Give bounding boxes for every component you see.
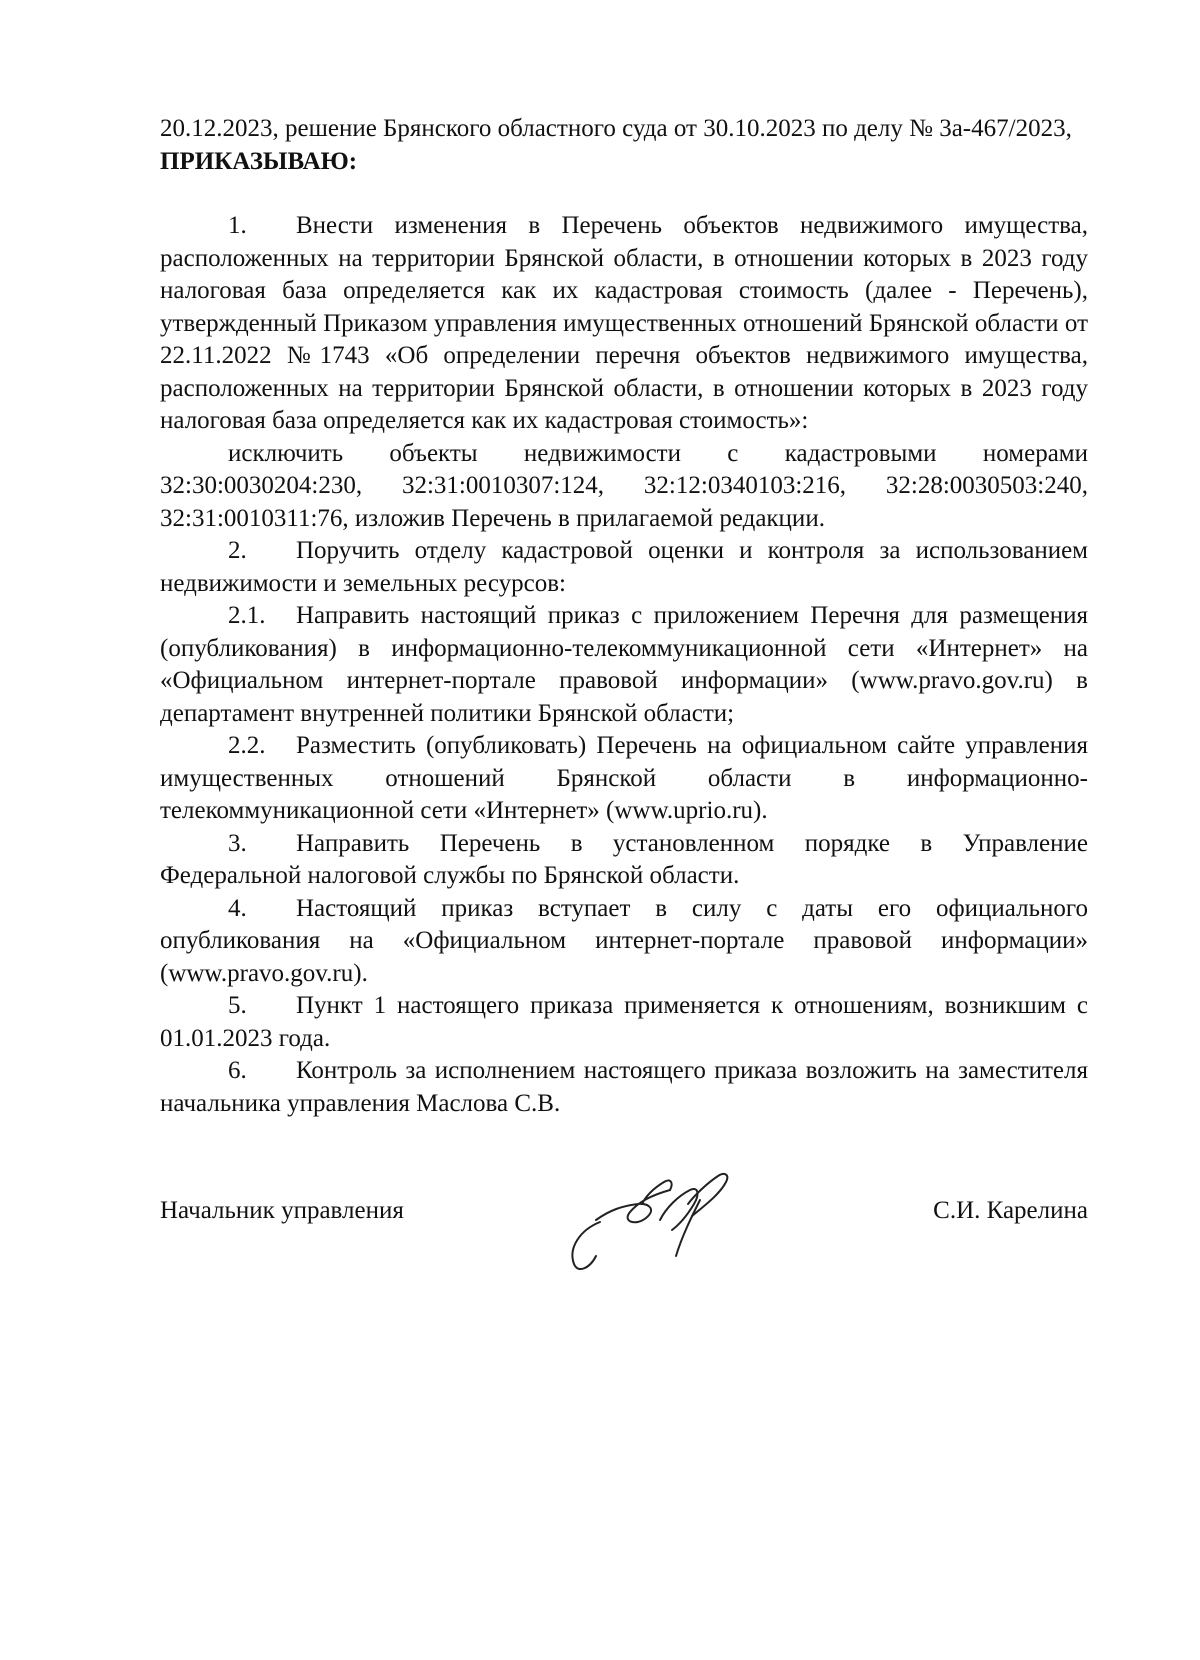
item-1-text: Внести изменения в Перечень объектов недвижимого имущества, расположенных на территории Брянской области, в отношении которых в 2023 году налоговая база определяется как их кадастровая стоимость (далее - Перечень), утвержденный Приказом управления имущественных отношений Брянской области от 22.11.2022 №1743 «Об определении перечня объектов недвижимого имущества, расположенных на территории Брянской области, в отношении которых в 2023 году налоговая база определяется как их кадастровая стоимость»:: [160, 212, 1088, 434]
item-5-number: 5.: [228, 992, 247, 1019]
item-2-2: [160, 730, 1088, 828]
item-2-1-number: 2.1.: [228, 602, 266, 629]
item-2-1-text: Направить настоящий приказ с приложением Перечня для размещения (опубликования) в информационно-телекоммуникационной сети «Интернет» на «Официальном интернет-портале правовой информации» (www.pravo.gov.ru) в департамент внутренней политики Брянской области;: [160, 602, 1088, 727]
item-5-text: Пункт 1 настоящего приказа применяется к отношениям, возникшим с 01.01.2023 года.: [160, 992, 1088, 1052]
item-2-number: 2.: [228, 537, 247, 564]
item-1: [160, 210, 1088, 438]
item-2-2-number: 2.2.: [228, 732, 266, 759]
item-4-number: 4.: [228, 894, 247, 922]
item-2-1: [160, 600, 1088, 730]
item-2-2-text: Разместить (опубликовать) Перечень на официальном сайте управления имущественных отношений Брянской области в информационно-телекоммуникационной сети «Интернет» (www.uprio.ru).: [160, 732, 1088, 824]
item-2: [160, 535, 1088, 600]
item-4: [160, 893, 1088, 991]
spacer: [160, 178, 1088, 210]
item-3-number: 3.: [228, 829, 247, 857]
intro-paragraph: 20.12.2023, решение Брянского областного суда от 30.10.2023 по делу № 3а-467/2023,: [160, 115, 1072, 142]
order-heading: ПРИКАЗЫВАЮ:: [160, 147, 358, 175]
item-3: [160, 828, 1088, 893]
item-3-text: Направить Перечень в установленном порядке в Управление Федеральной налоговой службы по Брянской области.: [160, 829, 1088, 889]
signer-name: С.И. Карелина: [933, 1197, 1088, 1224]
document-body: [160, 113, 1088, 1120]
item-1-number: 1.: [228, 212, 247, 239]
item-5: [160, 990, 1088, 1055]
item-6: [160, 1055, 1088, 1120]
item-6-number: 6.: [228, 1057, 247, 1084]
signer-position: Начальник управления: [160, 1197, 404, 1224]
item-1-sub: исключить объекты недвижимости с кадастровыми номерами 32:30:0030204:230, 32:31:0010307:124, 32:12:0340103:216, 32:28:0030503:240, 32:31:0010311:76, изложив Перечень в прилагаемой редакции.: [160, 439, 1088, 532]
item-2-text: Поручить отделу кадастровой оценки и контроля за использованием недвижимости и земельных ресурсов:: [160, 537, 1088, 597]
item-4-text: Настоящий приказ вступает в силу с даты его официального опубликования на «Официальном интернет-портале правовой информации» (www.pravo.gov.ru).: [160, 894, 1088, 987]
item-6-text: Контроль за исполнением настоящего приказа возложить на заместителя начальника управления Маслова С.В.: [160, 1057, 1088, 1117]
handwritten-signature: [560, 1160, 760, 1280]
